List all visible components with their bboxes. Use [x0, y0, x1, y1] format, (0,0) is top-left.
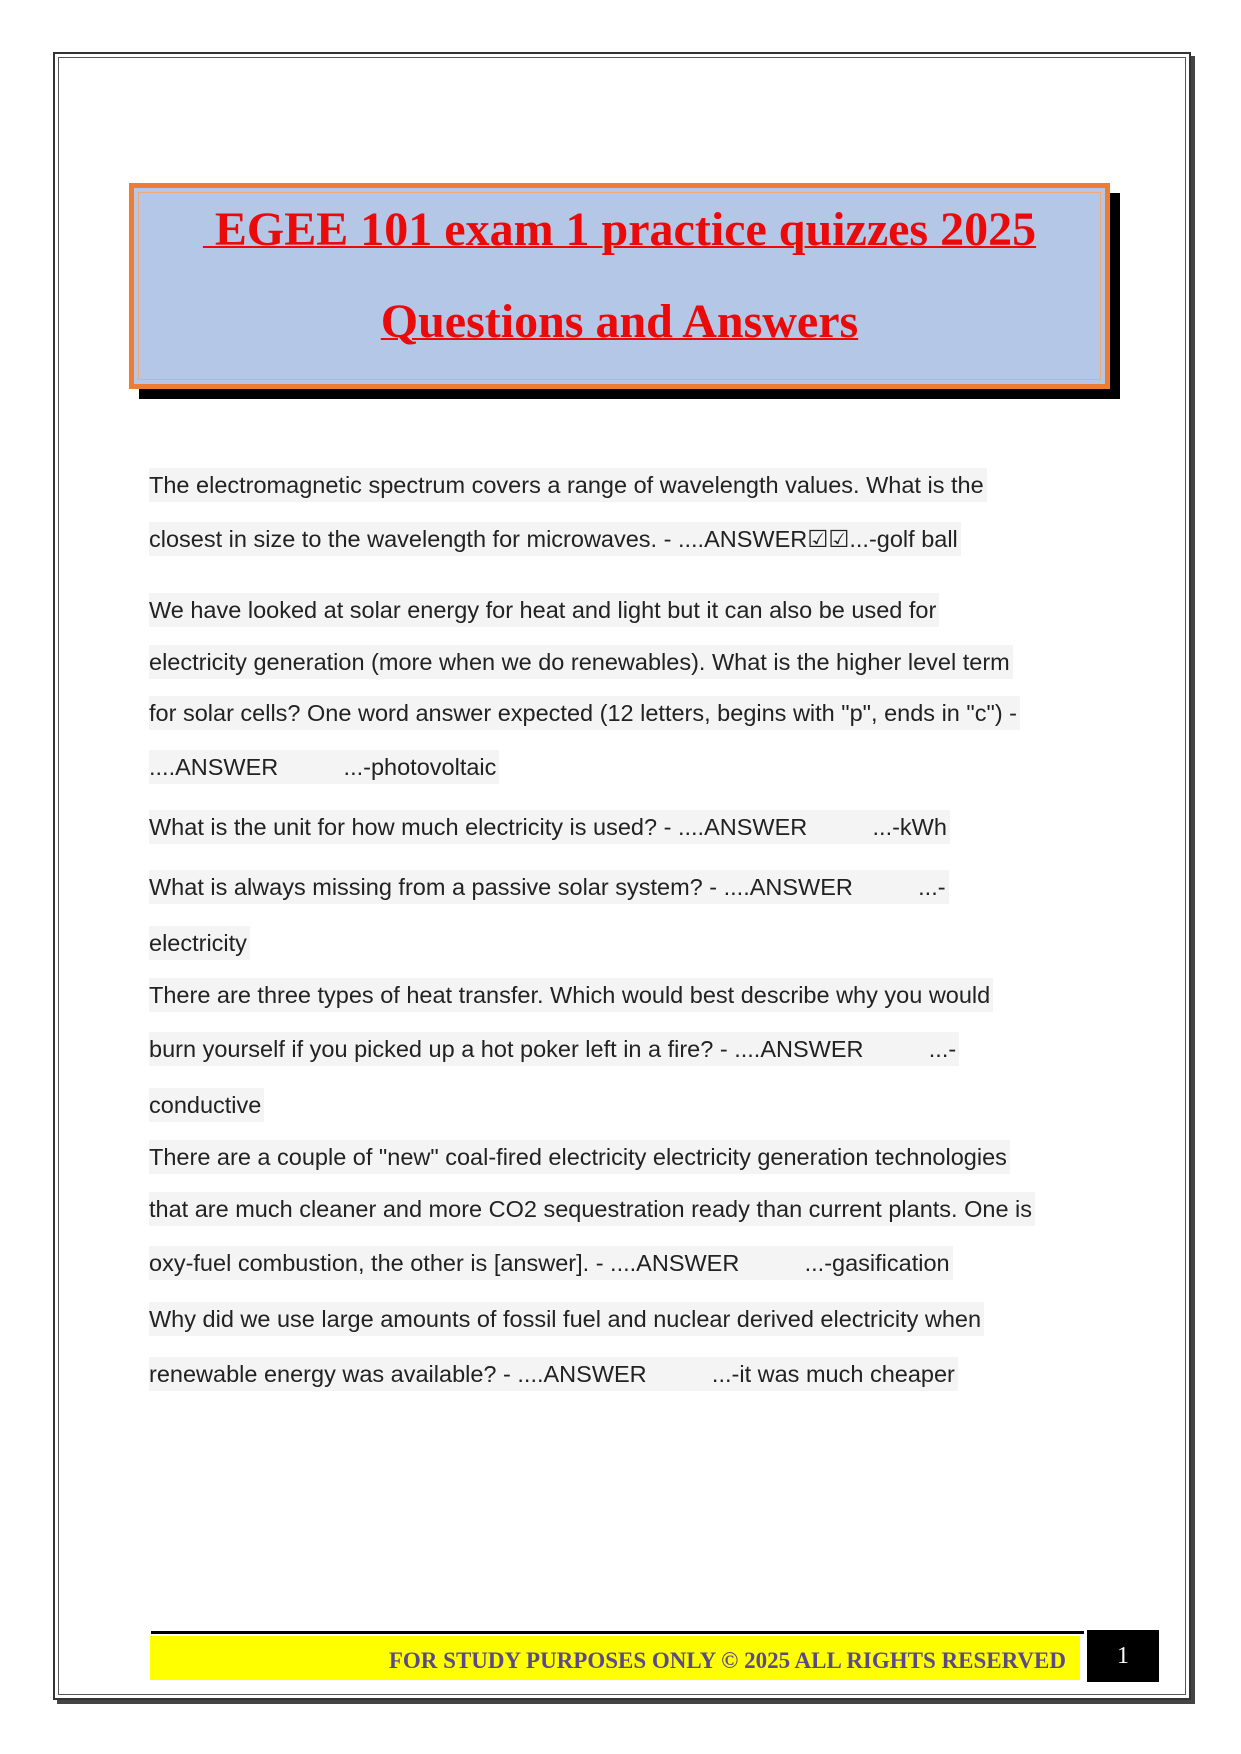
text-line: electricity generation (more when we do renewables). What is the higher level term	[149, 645, 1013, 679]
text-line: oxy-fuel combustion, the other is [answer]. - ....ANSWER ...-gasification	[149, 1246, 953, 1280]
text-line: There are a couple of "new" coal-fired electricity electricity generation technologies	[149, 1140, 1010, 1174]
text-line: We have looked at solar energy for heat and light but it can also be used for	[149, 593, 939, 627]
text-line: What is always missing from a passive solar system? - ....ANSWER ...-	[149, 870, 949, 904]
document-title-line-1: EGEE 101 exam 1 practice quizzes 2025	[202, 203, 1037, 256]
document-title-line-2: Questions and Answers	[380, 295, 859, 348]
text-line: electricity	[149, 926, 250, 960]
text-line: renewable energy was available? - ....ANSWER ...-it was much cheaper	[149, 1357, 958, 1391]
text-line: that are much cleaner and more CO2 sequestration ready than current plants. One is	[149, 1192, 1035, 1226]
footer-rule	[151, 1631, 1084, 1634]
text-line: for solar cells? One word answer expected (12 letters, begins with "p", ends in "c") -	[149, 696, 1020, 730]
text-line: closest in size to the wavelength for microwaves. - ....ANSWER☑☑...-golf ball	[149, 522, 961, 556]
page-number: 1	[1087, 1630, 1159, 1682]
page-frame-shadow-right	[1191, 56, 1195, 1704]
text-line: conductive	[149, 1088, 264, 1122]
text-line: burn yourself if you picked up a hot poker left in a fire? - ....ANSWER ...-	[149, 1032, 959, 1066]
text-line: Why did we use large amounts of fossil fuel and nuclear derived electricity when	[149, 1302, 984, 1336]
text-line: ....ANSWER ...-photovoltaic	[149, 750, 499, 784]
page-frame-shadow-bottom	[57, 1700, 1195, 1704]
text-line: The electromagnetic spectrum covers a range of wavelength values. What is the	[149, 468, 987, 502]
title-box	[129, 183, 1110, 389]
text-line: What is the unit for how much electricity is used? - ....ANSWER ...-kWh	[149, 810, 950, 844]
text-line: There are three types of heat transfer. Which would best describe why you would	[149, 978, 993, 1012]
footer-notice: FOR STUDY PURPOSES ONLY © 2025 ALL RIGHTS RESERVED	[150, 1636, 1080, 1680]
